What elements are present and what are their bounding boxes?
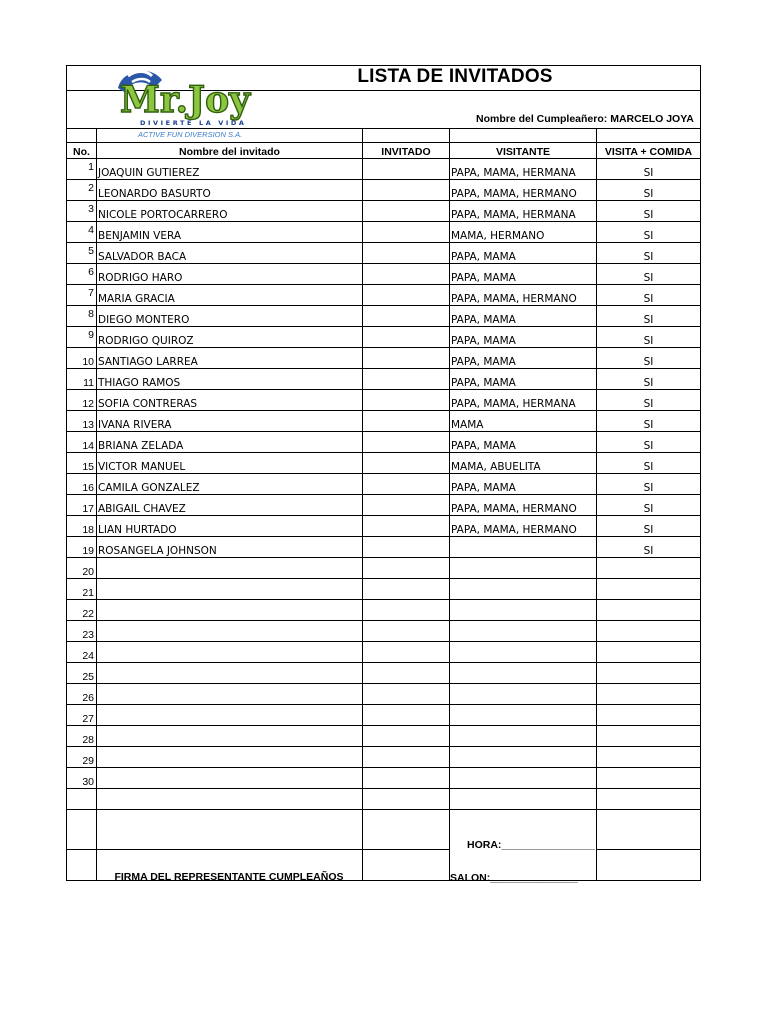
guest-invitado — [363, 663, 450, 684]
guest-visitante — [450, 558, 597, 579]
guest-invitado — [363, 285, 450, 306]
footer-cell — [450, 789, 597, 810]
footer-cell — [363, 850, 450, 881]
table-row — [67, 264, 701, 285]
salon-field: SALON:_______________ — [450, 872, 578, 884]
guest-visitante — [450, 537, 597, 558]
guest-name: DIEGO MONTERO — [97, 306, 363, 327]
header-invitado: INVITADO — [363, 143, 450, 159]
footer-cell — [67, 850, 97, 881]
guest-invitado — [363, 579, 450, 600]
guest-visitante — [450, 726, 597, 747]
footer-cell — [97, 789, 363, 810]
table-row — [67, 747, 701, 768]
guest-name: BRIANA ZELADA — [97, 432, 363, 453]
guest-visitante — [450, 663, 597, 684]
guest-invitado — [363, 159, 450, 180]
guest-number: 16 — [67, 474, 97, 495]
guest-number: 21 — [67, 579, 97, 600]
guest-name: RODRIGO QUIROZ — [97, 327, 363, 348]
table-row — [67, 222, 701, 243]
guest-invitado — [363, 348, 450, 369]
guest-visita-comida — [597, 642, 701, 663]
cumpleanero-label: Nombre del Cumpleañero: — [476, 113, 608, 125]
guest-invitado — [363, 600, 450, 621]
footer-cell — [597, 810, 701, 850]
guest-visita-comida: SI — [597, 537, 701, 558]
guest-name — [97, 600, 363, 621]
guest-number: 23 — [67, 621, 97, 642]
table-row — [67, 453, 701, 474]
svg-text:DIVIERTE LA VIDA: DIVIERTE LA VIDA — [140, 119, 247, 127]
guest-name: MARIA GRACIA — [97, 285, 363, 306]
guest-visitante: PAPA, MAMA, HERMANO — [450, 495, 597, 516]
guest-number: 24 — [67, 642, 97, 663]
guest-name — [97, 705, 363, 726]
guest-name: CAMILA GONZALEZ — [97, 474, 363, 495]
footer-cell — [597, 789, 701, 810]
guest-name: ROSANGELA JOHNSON — [97, 537, 363, 558]
guest-number: 30 — [67, 768, 97, 789]
guest-name: IVANA RIVERA — [97, 411, 363, 432]
guest-number: 18 — [67, 516, 97, 537]
guest-number: 11 — [67, 369, 97, 390]
guest-visita-comida: SI — [597, 327, 701, 348]
mrjoy-logo-graphic — [110, 66, 285, 140]
guest-name: ABIGAIL CHAVEZ — [97, 495, 363, 516]
guest-invitado — [363, 495, 450, 516]
guest-number: 5 — [67, 243, 97, 264]
guest-invitado — [363, 726, 450, 747]
guest-visita-comida — [597, 600, 701, 621]
table-row — [67, 642, 701, 663]
header-visita-comida: VISITA + COMIDA — [597, 143, 701, 159]
guest-visita-comida: SI — [597, 201, 701, 222]
guest-visita-comida: SI — [597, 222, 701, 243]
table-row — [67, 516, 701, 537]
header-visitante: VISITANTE — [450, 143, 597, 159]
guest-visitante — [450, 621, 597, 642]
guest-visita-comida — [597, 558, 701, 579]
guest-name — [97, 663, 363, 684]
guest-invitado — [363, 684, 450, 705]
guest-visitante: MAMA, HERMANO — [450, 222, 597, 243]
table-row — [67, 663, 701, 684]
guest-name: VICTOR MANUEL — [97, 453, 363, 474]
guest-invitado — [363, 747, 450, 768]
guest-number: 25 — [67, 663, 97, 684]
guest-invitado — [363, 306, 450, 327]
table-row — [67, 474, 701, 495]
firma-label: FIRMA DEL REPRESENTANTE CUMPLEAÑOS — [114, 871, 344, 883]
guest-visita-comida: SI — [597, 390, 701, 411]
table-row — [67, 432, 701, 453]
guest-name: SALVADOR BACA — [97, 243, 363, 264]
guest-number: 12 — [67, 390, 97, 411]
table-row — [67, 684, 701, 705]
guest-invitado — [363, 474, 450, 495]
guest-visitante: PAPA, MAMA — [450, 243, 597, 264]
mrjoy-logo — [110, 66, 285, 140]
guest-name: BENJAMIN VERA — [97, 222, 363, 243]
guest-visitante: PAPA, MAMA, HERMANA — [450, 390, 597, 411]
guest-number: 26 — [67, 684, 97, 705]
guest-visitante — [450, 747, 597, 768]
guest-visita-comida — [597, 747, 701, 768]
table-row — [67, 495, 701, 516]
guest-visita-comida — [597, 768, 701, 789]
guest-visitante — [450, 684, 597, 705]
guest-name — [97, 621, 363, 642]
guest-visita-comida — [597, 684, 701, 705]
guest-invitado — [363, 705, 450, 726]
guest-name: LIAN HURTADO — [97, 516, 363, 537]
guest-visita-comida: SI — [597, 348, 701, 369]
guest-number: 17 — [67, 495, 97, 516]
guest-number: 13 — [67, 411, 97, 432]
guest-visitante — [450, 600, 597, 621]
table-row — [67, 243, 701, 264]
table-row — [67, 411, 701, 432]
guest-visitante — [450, 579, 597, 600]
guest-table — [66, 65, 701, 881]
table-row — [67, 537, 701, 558]
guest-number: 22 — [67, 600, 97, 621]
header-name: Nombre del invitado — [97, 143, 363, 159]
guest-invitado — [363, 453, 450, 474]
guest-number: 28 — [67, 726, 97, 747]
table-row — [67, 348, 701, 369]
guest-visita-comida: SI — [597, 306, 701, 327]
guest-invitado — [363, 327, 450, 348]
guest-number: 2 — [67, 180, 97, 201]
guest-visitante — [450, 768, 597, 789]
table-row — [67, 390, 701, 411]
guest-name: LEONARDO BASURTO — [97, 180, 363, 201]
guest-visita-comida: SI — [597, 369, 701, 390]
guest-visita-comida — [597, 579, 701, 600]
guest-number: 4 — [67, 222, 97, 243]
table-row — [67, 726, 701, 747]
footer-cell — [363, 810, 450, 850]
guest-invitado — [363, 642, 450, 663]
guest-number: 7 — [67, 285, 97, 306]
guest-visita-comida: SI — [597, 411, 701, 432]
guest-name: JOAQUIN GUTIEREZ — [97, 159, 363, 180]
hora-field: HORA:________________ — [467, 839, 595, 851]
cumpleanero — [476, 113, 694, 125]
table-row — [67, 180, 701, 201]
guest-visitante: PAPA, MAMA — [450, 432, 597, 453]
guest-visita-comida — [597, 726, 701, 747]
guest-invitado — [363, 243, 450, 264]
guest-invitado — [363, 264, 450, 285]
guest-name — [97, 558, 363, 579]
table-row — [67, 306, 701, 327]
guest-visita-comida: SI — [597, 285, 701, 306]
guest-visitante: PAPA, MAMA — [450, 327, 597, 348]
page-title: LISTA DE INVITADOS — [357, 66, 553, 87]
guest-visitante: PAPA, MAMA, HERMANO — [450, 285, 597, 306]
guest-number: 15 — [67, 453, 97, 474]
guest-visita-comida: SI — [597, 474, 701, 495]
guest-invitado — [363, 516, 450, 537]
svg-text:Mr.Joy: Mr.Joy — [120, 79, 251, 121]
guest-visitante: PAPA, MAMA, HERMANO — [450, 516, 597, 537]
guest-number: 6 — [67, 264, 97, 285]
svg-text:ACTIVE FUN DIVERSION S.A.: ACTIVE FUN DIVERSION S.A. — [138, 130, 243, 139]
table-row — [67, 369, 701, 390]
header-no: No. — [67, 143, 97, 159]
table-row — [67, 285, 701, 306]
guest-number: 27 — [67, 705, 97, 726]
guest-number: 1 — [67, 159, 97, 180]
table-row — [67, 768, 701, 789]
guest-name — [97, 642, 363, 663]
guest-invitado — [363, 432, 450, 453]
guest-invitado — [363, 768, 450, 789]
cumpleanero-name: MARCELO JOYA — [610, 113, 694, 125]
guest-name — [97, 768, 363, 789]
footer-cell — [363, 789, 450, 810]
guest-visitante: PAPA, MAMA, HERMANA — [450, 201, 597, 222]
guest-visitante: PAPA, MAMA — [450, 306, 597, 327]
guest-visitante — [450, 642, 597, 663]
guest-name: RODRIGO HARO — [97, 264, 363, 285]
guest-number: 14 — [67, 432, 97, 453]
guest-visita-comida: SI — [597, 516, 701, 537]
guest-visitante: PAPA, MAMA, HERMANA — [450, 159, 597, 180]
guest-visita-comida — [597, 705, 701, 726]
guest-visita-comida: SI — [597, 243, 701, 264]
table-row — [67, 621, 701, 642]
guest-visita-comida — [597, 663, 701, 684]
guest-number: 29 — [67, 747, 97, 768]
guest-invitado — [363, 180, 450, 201]
guest-name: SANTIAGO LARREA — [97, 348, 363, 369]
guest-name — [97, 747, 363, 768]
guest-visitante: PAPA, MAMA — [450, 369, 597, 390]
guest-visita-comida: SI — [597, 495, 701, 516]
table-row — [67, 201, 701, 222]
guest-visita-comida: SI — [597, 180, 701, 201]
guest-name: SOFIA CONTRERAS — [97, 390, 363, 411]
guest-number: 9 — [67, 327, 97, 348]
guest-visitante: MAMA, ABUELITA — [450, 453, 597, 474]
guest-number: 3 — [67, 201, 97, 222]
footer-cell — [67, 789, 97, 810]
guest-visita-comida — [597, 621, 701, 642]
guest-number: 19 — [67, 537, 97, 558]
guest-invitado — [363, 201, 450, 222]
guest-visitante: PAPA, MAMA, HERMANO — [450, 180, 597, 201]
guest-invitado — [363, 369, 450, 390]
guest-invitado — [363, 558, 450, 579]
guest-invitado — [363, 537, 450, 558]
guest-invitado — [363, 390, 450, 411]
footer-cell — [597, 850, 701, 881]
guest-name: THIAGO RAMOS — [97, 369, 363, 390]
footer-cell — [97, 810, 363, 850]
table-row — [67, 705, 701, 726]
guest-visita-comida: SI — [597, 159, 701, 180]
guest-number: 20 — [67, 558, 97, 579]
guest-name — [97, 684, 363, 705]
table-row — [67, 600, 701, 621]
guest-invitado — [363, 222, 450, 243]
table-row — [67, 579, 701, 600]
guest-visitante — [450, 705, 597, 726]
guest-visitante: PAPA, MAMA — [450, 348, 597, 369]
footer-row — [67, 789, 701, 810]
header-row — [67, 143, 701, 159]
guest-visita-comida: SI — [597, 264, 701, 285]
guest-visitante: PAPA, MAMA — [450, 264, 597, 285]
guest-visitante: PAPA, MAMA — [450, 474, 597, 495]
table-row — [67, 159, 701, 180]
footer-cell — [67, 810, 97, 850]
table-row — [67, 558, 701, 579]
footer-row — [67, 810, 701, 850]
guest-invitado — [363, 621, 450, 642]
table-row — [67, 327, 701, 348]
guest-number: 8 — [67, 306, 97, 327]
guest-number: 10 — [67, 348, 97, 369]
guest-name — [97, 579, 363, 600]
guest-visitante: MAMA — [450, 411, 597, 432]
guest-visita-comida: SI — [597, 453, 701, 474]
guest-invitado — [363, 411, 450, 432]
guest-name — [97, 726, 363, 747]
guest-name: NICOLE PORTOCARRERO — [97, 201, 363, 222]
guest-visita-comida: SI — [597, 432, 701, 453]
